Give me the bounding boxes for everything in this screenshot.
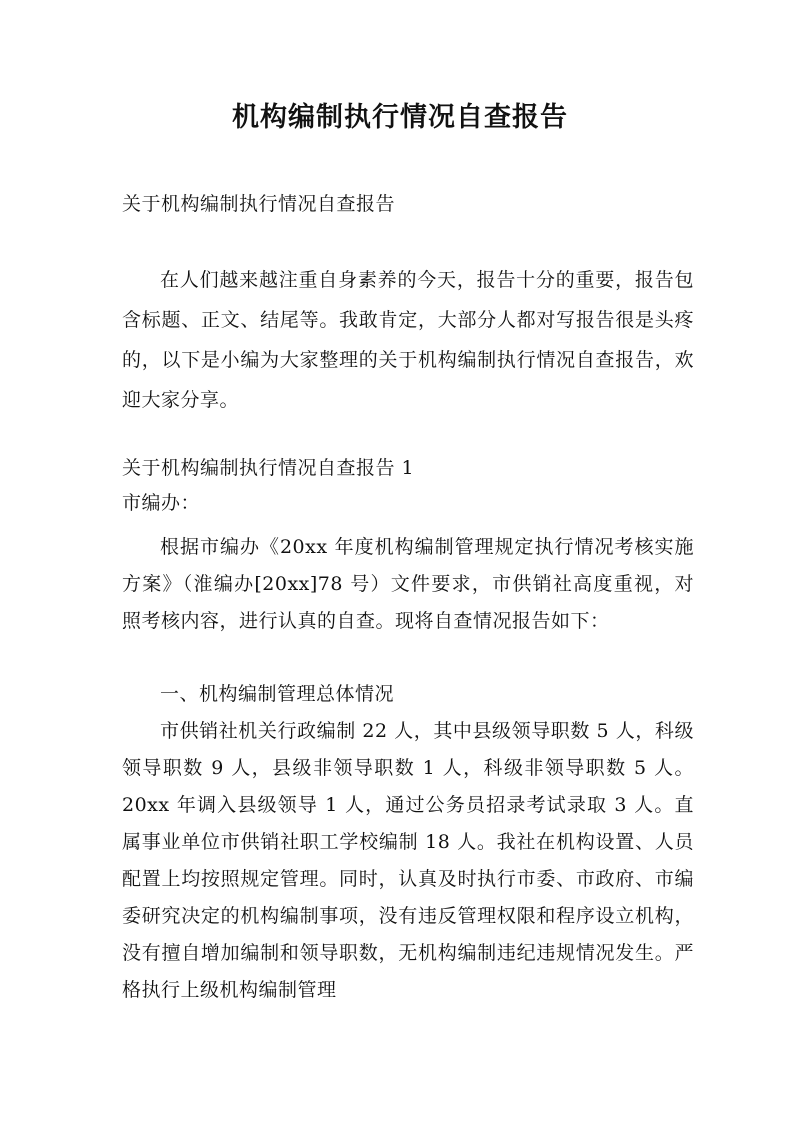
overview-paragraph: 市供销社机关行政编制 22 人，其中县级领导职数 5 人，科级领导职数 9 人，县级非领导职数 1 人，科级非领导职数 5 人。20xx 年调入县级领导 1 人，通过公务员招录考试录取 3 人。直属事业单位市供销社职工学校编制 18 人。我社在机构设置、人员配置上均按照规定管理。同时，认真及时执行市委、市政府、市编委研究决定的机构编制事项，没有违反管理权限和程序设立机构，没有擅自增加编制和领导职数，无机构编制违纪违规情况发生。严格执行上级机构编制管理 [122,720,694,1001]
basis-paragraph: 根据市编办《20xx 年度机构编制管理规定执行情况考核实施方案》（淮编办[20xx]78 号）文件要求，市供销社高度重视，对照考核内容，进行认真的自查。现将自查情况报告如下： [122,536,694,632]
document-subtitle: 关于机构编制执行情况自查报告 [122,193,396,215]
salutation: 市编办： [122,492,201,514]
report-heading: 关于机构编制执行情况自查报告 1 [122,457,415,479]
section-heading: 一、机构编制管理总体情况 [160,683,395,705]
intro-paragraph: 在人们越来越注重自身素养的今天，报告十分的重要，报告包含标题、正文、结尾等。我敢肯定，大部分人都对写报告很是头疼的，以下是小编为大家整理的关于机构编制执行情况自查报告，欢迎大家分享。 [122,269,694,411]
document-title: 机构编制执行情况自查报告 [232,102,568,133]
